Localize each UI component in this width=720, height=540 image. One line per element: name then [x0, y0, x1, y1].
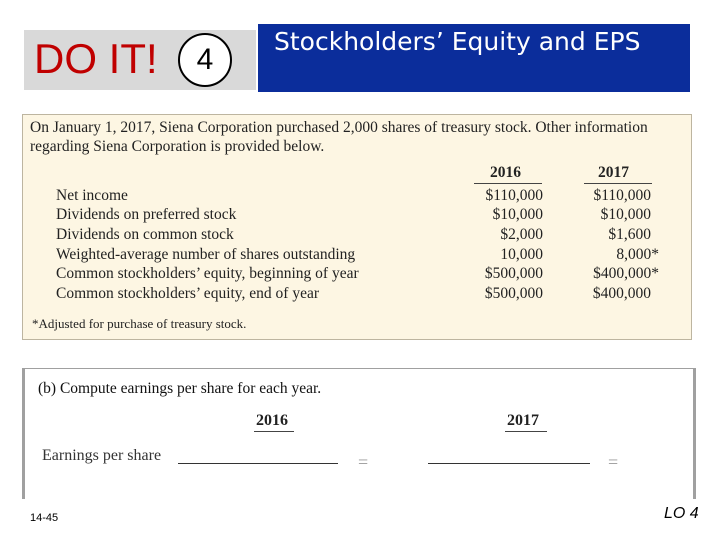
row-label: Dividends on preferred stock	[56, 206, 237, 223]
part-b-question: (b) Compute earnings per share for each year.	[38, 380, 322, 397]
row-value-2016: $10,000	[492, 206, 543, 223]
equals-sign-2016: =	[358, 452, 369, 472]
row-value-2017: $400,000	[592, 285, 651, 302]
row-value-2016: 10,000	[500, 246, 543, 263]
column-rule-2016	[474, 183, 542, 184]
row-value-2017: 8,000*	[616, 246, 659, 263]
row-label: Common stockholders’ equity, beginning of year	[56, 265, 359, 282]
eps-year-rule-2016	[254, 431, 294, 432]
row-value-2017: $110,000	[593, 187, 651, 204]
eps-year-rule-2017	[505, 431, 547, 432]
row-value-2017: $10,000	[600, 206, 651, 223]
row-label: Dividends on common stock	[56, 226, 234, 243]
row-label: Weighted-average number of shares outstanding	[56, 246, 356, 263]
eps-row-label: Earnings per share	[42, 447, 162, 464]
eps-2016-answer-blank[interactable]	[178, 463, 338, 464]
row-value-2016: $2,000	[500, 226, 543, 243]
row-value-2016: $500,000	[484, 265, 543, 282]
problem-intro: On January 1, 2017, Siena Corporation purchased 2,000 shares of treasury stock. Other information regarding Siena Corporation is provided below.	[30, 119, 648, 155]
column-rule-2017	[584, 183, 652, 184]
eps-year-2017: 2017	[507, 412, 539, 429]
slide-title: Stockholders’ Equity and EPS	[274, 27, 641, 56]
row-label: Net income	[56, 187, 128, 204]
row-label: Common stockholders’ equity, end of year	[56, 285, 320, 302]
row-value-2016: $110,000	[485, 187, 543, 204]
learning-objective-label: LO 4	[664, 505, 699, 522]
row-value-2017: $400,000*	[593, 265, 659, 282]
column-header-2016: 2016	[490, 164, 521, 181]
eps-2017-answer-blank[interactable]	[428, 463, 590, 464]
column-header-2017: 2017	[598, 164, 629, 181]
page-number: 14-45	[30, 512, 59, 524]
row-value-2016: $500,000	[484, 285, 543, 302]
eps-year-2016: 2016	[256, 412, 288, 429]
doit-number-badge: 4	[178, 33, 232, 87]
doit-label: DO IT!	[34, 35, 158, 82]
row-value-2017: $1,600	[608, 226, 651, 243]
footnote: *Adjusted for purchase of treasury stock.	[32, 316, 247, 331]
equals-sign-2017: =	[608, 452, 619, 472]
